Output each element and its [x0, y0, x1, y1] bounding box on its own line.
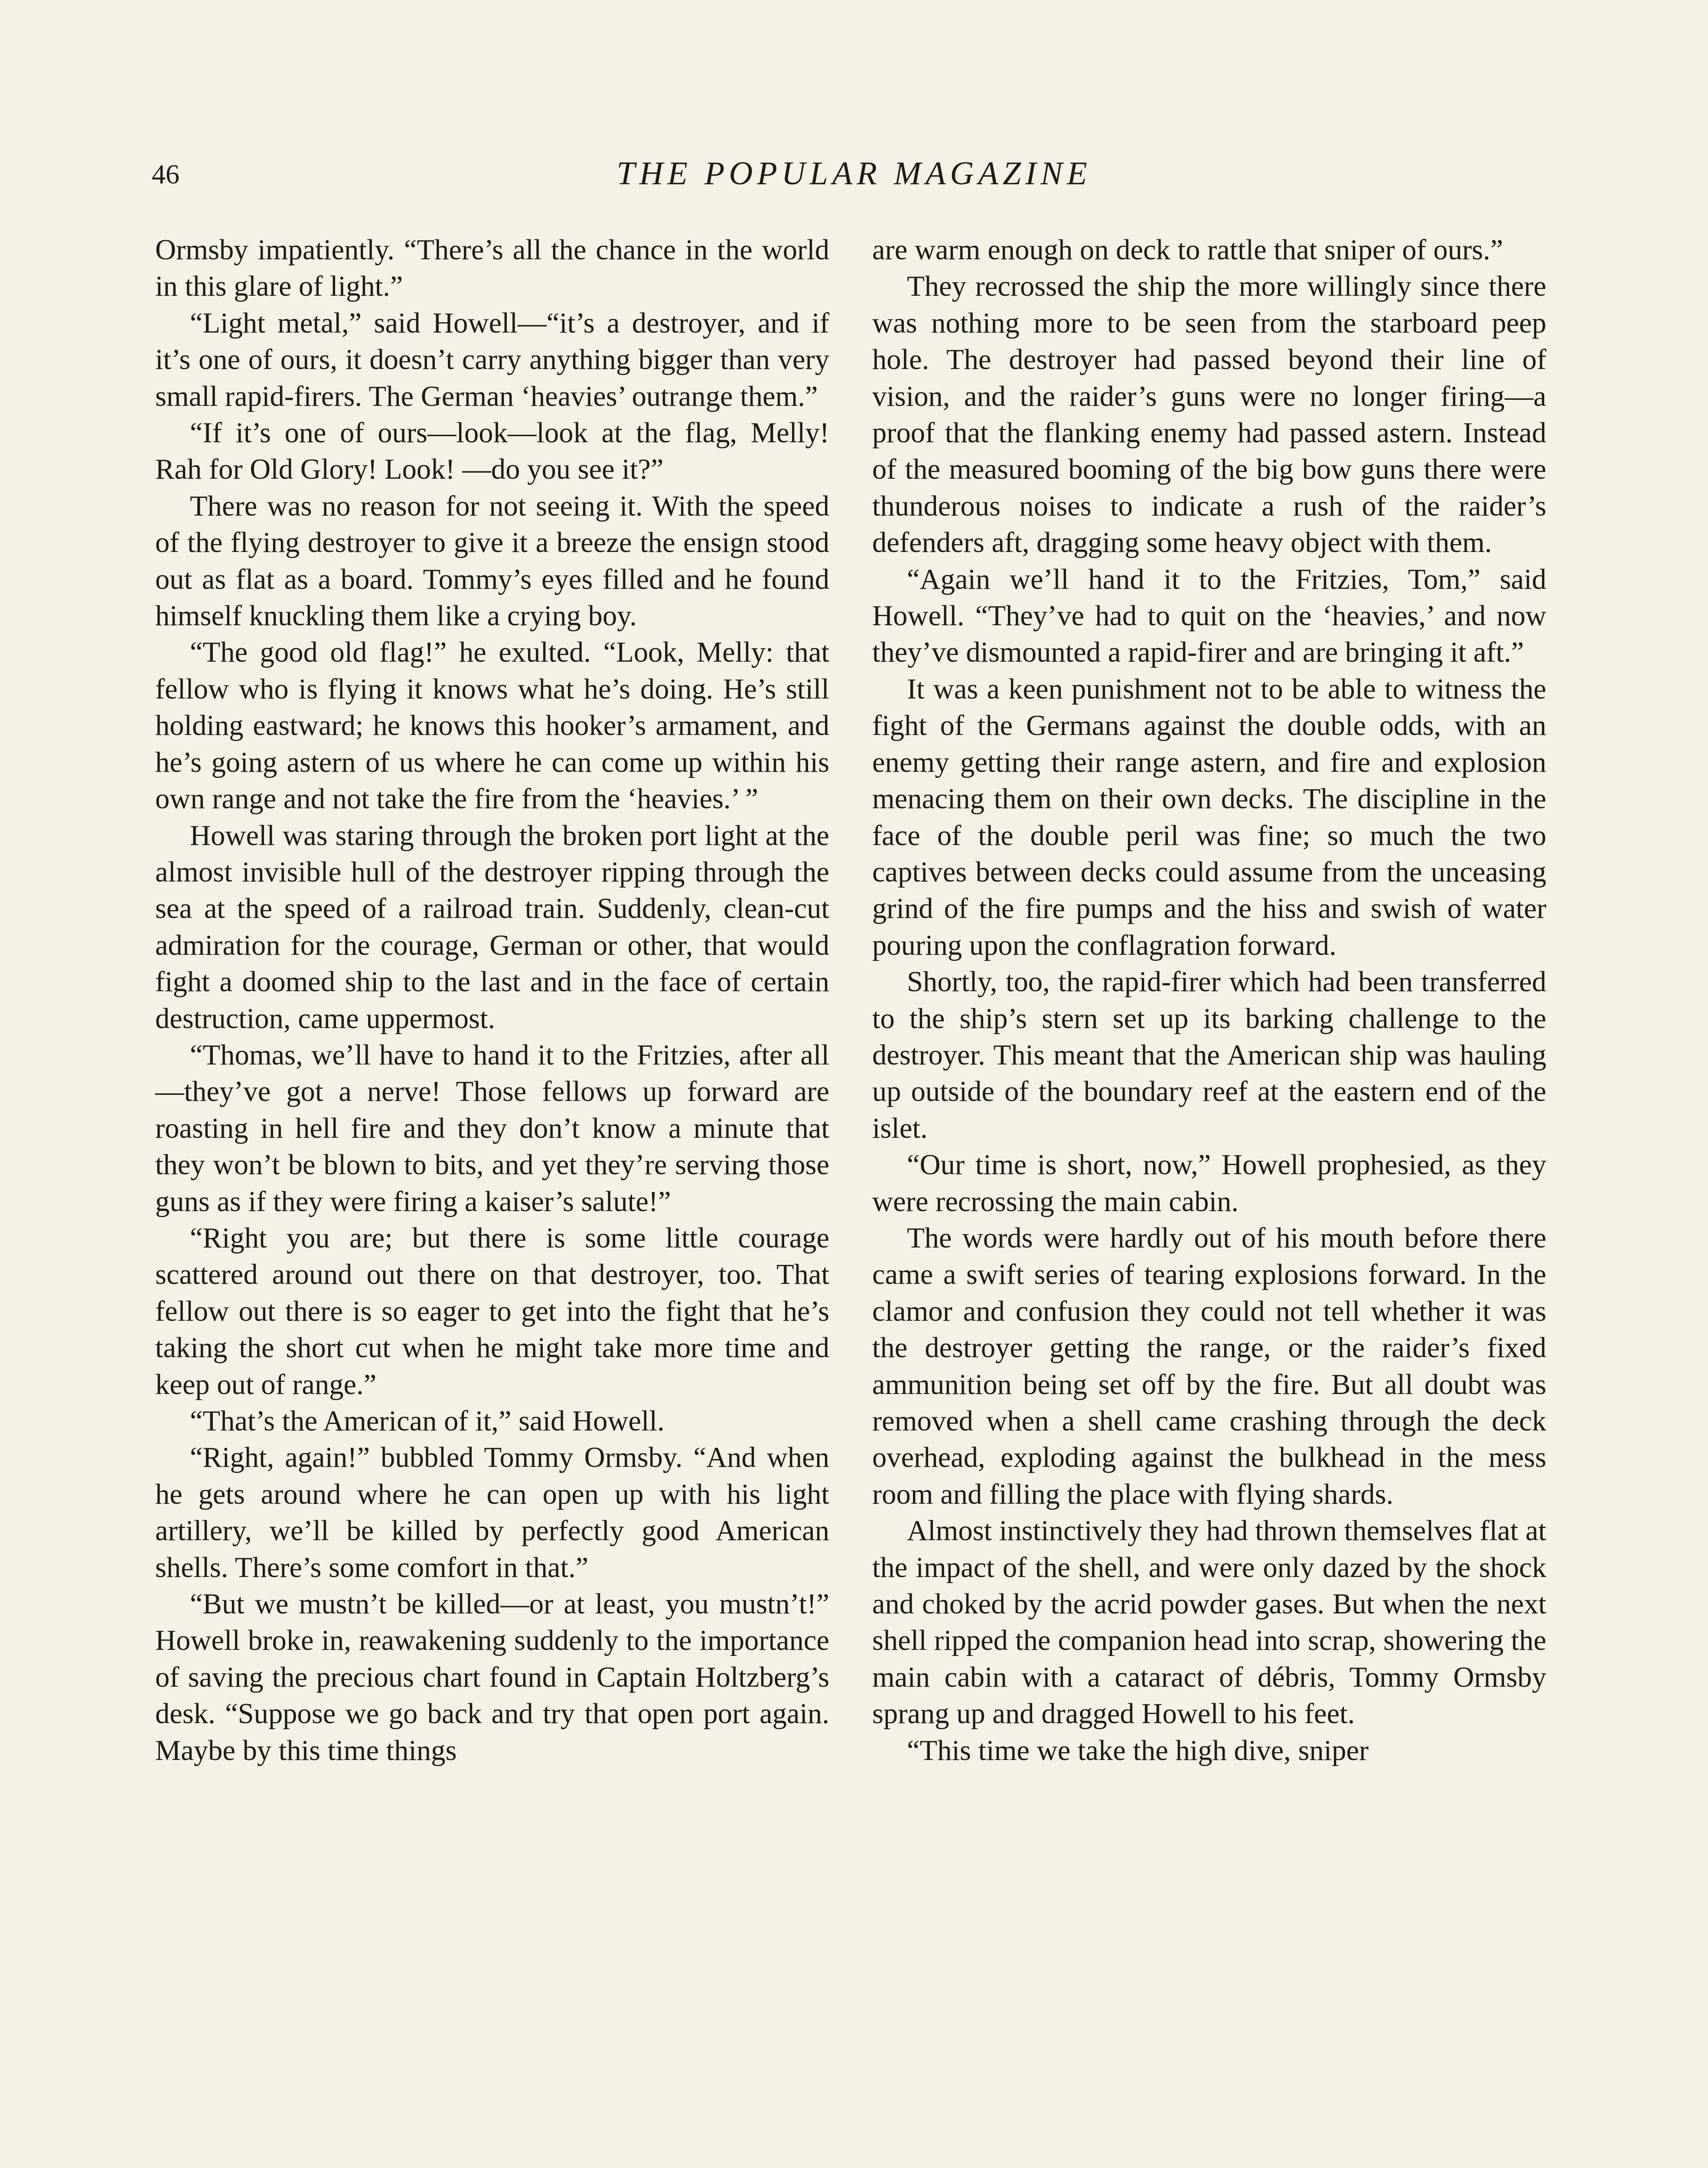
paragraph: “Right, again!” bubbled Tommy Ormsby. “And when he gets around where he can open up with his light artillery, we’ll be killed by perfectly good American shells. There’s some comfort in that.”	[155, 1442, 829, 1584]
paragraph: Ormsby impatiently. “There’s all the chance in the world in this glare of light.”	[155, 234, 829, 303]
paragraph: “Light metal,” said Howell—“it’s a destroyer, and if it’s one of ours, it doesn’t carry anything bigger than very small rapid-firers. The German ‘heavies’ outrange them.”	[155, 307, 829, 412]
paragraph: “Thomas, we’ll have to hand it to the Fritzies, after all—they’ve got a nerve! Those fellows up forward are roasting in hell fire and they don’t know a minute that they won’t be blown to bits, and yet they’re serving those guns as if they were firing a kaiser’s salute!”	[155, 1039, 829, 1218]
paragraph: “That’s the American of it,” said Howell.	[190, 1405, 665, 1437]
paragraph: “But we mustn’t be killed—or at least, you mustn’t!” Howell broke in, reawakening suddenly to the importance of saving the precious chart found in Captain Holtzberg’s desk. “Suppose we go back and try that open port again. Maybe by this time things	[155, 1588, 829, 1766]
paragraph: “Our time is short, now,” Howell prophesied, as they were recrossing the main cabin.	[872, 1149, 1546, 1218]
paragraph: “Right you are; but there is some little courage scattered around out there on that destroyer, too. That fellow out there is so eager to get into the fight that he’s taking the short cut when he might take more time and keep out of range.”	[155, 1222, 829, 1401]
paragraph: are warm enough on deck to rattle that sniper of ours.”	[872, 234, 1503, 266]
paragraph: They recrossed the ship the more willingly since there was nothing more to be seen from the starboard peep hole. The destroyer had passed beyond their line of vision, and the raider’s guns were no longer firing—a proof that the flanking enemy had passed astern. Instead of the measured booming of the big bow guns there were thunderous noises to indicate a rush of the raider’s defenders aft, dragging some heavy object with them.	[872, 271, 1546, 559]
page-number: 46	[152, 159, 179, 189]
running-head: THE POPULAR MAGAZINE	[616, 155, 1092, 192]
paragraph: “The good old flag!” he exulted. “Look, Melly: that fellow who is flying it knows what he’s doing. He’s still holding eastward; he knows this hooker’s armament, and he’s going astern of us where he can come up within his own range and not take the fire from the ‘heavies.’ ”	[155, 637, 829, 815]
left-column	[155, 232, 829, 1769]
paragraph: It was a keen punishment not to be able to witness the fight of the Germans against the double odds, with an enemy getting their range astern, and fire and explosion menacing them on their own decks. The discipline in the face of the double peril was fine; so much the two captives between decks could assume from the unceasing grind of the fire pumps and the hiss and swish of water pouring upon the conflagration forward.	[872, 673, 1546, 961]
paragraph: The words were hardly out of his mouth before there came a swift series of tearing explosions forward. In the clamor and confusion they could not tell whether it was the destroyer getting the range, or the raider’s fixed ammunition being set off by the fire. But all doubt was removed when a shell came crashing through the deck overhead, exploding against the bulkhead in the mess room and filling the place with flying shards.	[872, 1222, 1546, 1510]
paragraph: Almost instinctively they had thrown themselves flat at the impact of the shell, and were only dazed by the shock and choked by the acrid powder gases. But when the next shell ripped the companion head into scrap, showering the main cabin with a cataract of débris, Tommy Ormsby sprang up and dragged Howell to his feet.	[872, 1515, 1546, 1730]
paragraph: There was no reason for not seeing it. With the speed of the flying destroyer to give it a breeze the ensign stood out as flat as a board. Tommy’s eyes filled and he found himself knuckling them like a crying boy.	[155, 490, 829, 632]
right-column	[872, 232, 1546, 1769]
paragraph: Shortly, too, the rapid-firer which had been transferred to the ship’s stern set up its barking challenge to the destroyer. This meant that the American ship was hauling up outside of the boundary reef at the eastern end of the islet.	[872, 966, 1546, 1144]
paragraph: “Again we’ll hand it to the Fritzies, Tom,” said Howell. “They’ve had to quit on the ‘heavies,’ and now they’ve dismounted a rapid-firer and are bringing it aft.”	[872, 563, 1546, 669]
paragraph: Howell was staring through the broken port light at the almost invisible hull of the destroyer ripping through the sea at the speed of a railroad train. Suddenly, clean-cut admiration for the courage, German or other, that would fight a doomed ship to the last and in the face of certain destruction, came uppermost.	[155, 820, 829, 1035]
paragraph: “If it’s one of ours—look—look at the flag, Melly! Rah for Old Glory! Look! —do you see it?”	[155, 417, 829, 486]
paragraph: “This time we take the high dive, sniper	[907, 1734, 1369, 1766]
